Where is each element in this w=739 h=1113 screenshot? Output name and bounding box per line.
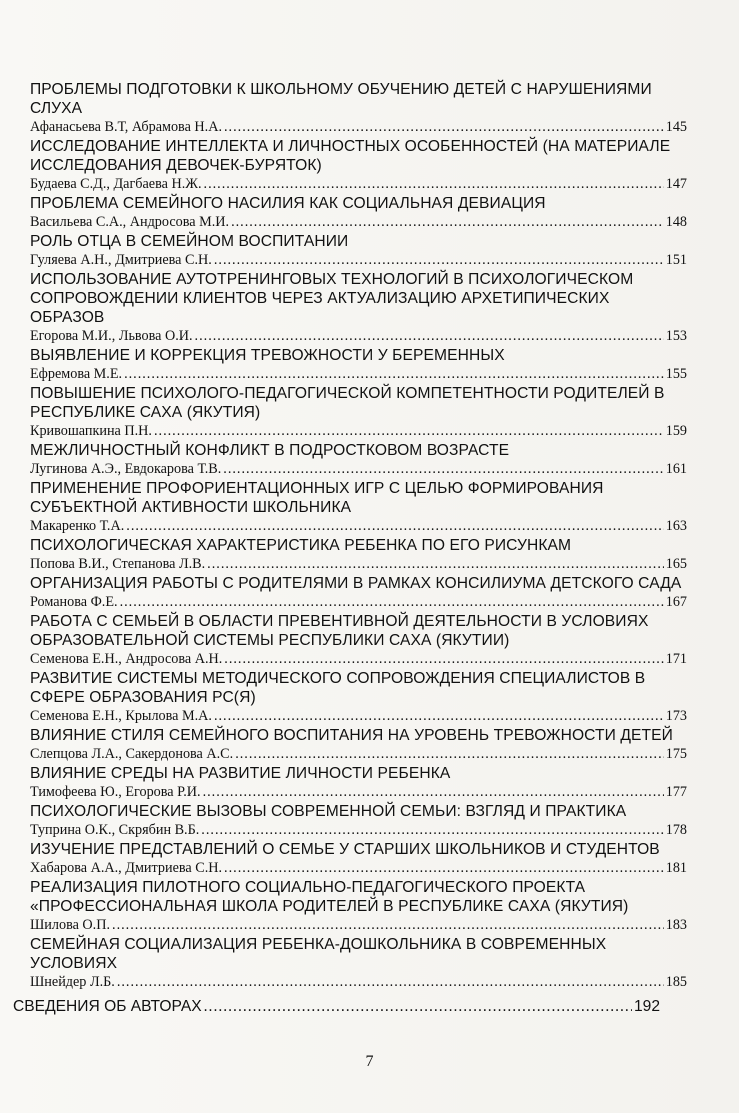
toc-entry <box>30 536 687 574</box>
toc-entry-authors: Семенова Е.Н., Андросова А.Н. <box>30 651 223 667</box>
toc-entry <box>30 574 687 612</box>
toc-entry-page: 155 <box>665 366 687 382</box>
toc-entry-title: ПРОБЛЕМА СЕМЕЙНОГО НАСИЛИЯ КАК СОЦИАЛЬНАЯ ДЕВИАЦИЯ <box>30 195 546 212</box>
dot-leader <box>204 997 632 1016</box>
toc-entry-line <box>30 251 687 270</box>
toc-entry-title: ОРГАНИЗАЦИЯ РАБОТЫ С РОДИТЕЛЯМИ В РАМКАХ КОНСИЛИУМА ДЕТСКОГО САДА <box>30 575 682 592</box>
toc-entry-line <box>30 821 687 840</box>
summary-page: 192 <box>633 998 660 1015</box>
toc-entry-page: 185 <box>665 974 687 990</box>
toc-entry <box>30 935 687 992</box>
toc-entry-page: 178 <box>665 822 687 838</box>
toc-entry-page: 147 <box>665 176 687 192</box>
dot-leader <box>224 859 664 878</box>
dot-leader <box>117 973 664 992</box>
toc-entry-authors: Лугинова А.Э., Евдокарова Т.В. <box>30 461 222 477</box>
toc-entry-page: 151 <box>665 252 687 268</box>
toc-entry-title: ПРОБЛЕМЫ ПОДГОТОВКИ К ШКОЛЬНОМУ ОБУЧЕНИЮ ДЕТЕЙ С НАРУШЕНИЯМИ СЛУХА <box>30 81 652 117</box>
toc-entry-page: 153 <box>665 328 687 344</box>
toc-entry-authors: Шнейдер Л.Б. <box>30 974 115 990</box>
toc-entry-line <box>30 707 687 726</box>
dot-leader <box>235 745 664 764</box>
toc-entry-page: 175 <box>665 746 687 762</box>
dot-leader <box>201 821 663 840</box>
toc-entry-line <box>30 593 687 612</box>
dot-leader <box>231 213 664 232</box>
toc-entry-title: ВЫЯВЛЕНИЕ И КОРРЕКЦИЯ ТРЕВОЖНОСТИ У БЕРЕМЕННЫХ <box>30 347 505 364</box>
dot-leader <box>224 118 664 137</box>
dot-leader <box>224 650 663 669</box>
toc-entry-title: РОЛЬ ОТЦА В СЕМЕЙНОМ ВОСПИТАНИИ <box>30 233 349 250</box>
toc-entry-authors: Егорова М.И., Львова О.И. <box>30 328 193 344</box>
toc-entry-authors: Гуляева А.Н., Дмитриева С.Н. <box>30 252 212 268</box>
toc-entry-authors: Макаренко Т.А. <box>30 518 125 534</box>
toc-entry-title: ПСИХОЛОГИЧЕСКИЕ ВЫЗОВЫ СОВРЕМЕННОЙ СЕМЬИ: ВЗГЛЯД И ПРАКТИКА <box>30 803 627 820</box>
toc-entry-line <box>30 745 687 764</box>
toc-entry-page: 159 <box>665 423 687 439</box>
toc-entry-line <box>30 555 687 574</box>
toc-entry-title: ИССЛЕДОВАНИЕ ИНТЕЛЛЕКТА И ЛИЧНОСТНЫХ ОСОБЕННОСТЕЙ (НА МАТЕРИАЛЕ ИССЛЕДОВАНИЯ ДЕВОЧЕК-БУРЯТОК) <box>30 138 671 174</box>
toc-entry-title: ВЛИЯНИЕ СРЕДЫ НА РАЗВИТИЕ ЛИЧНОСТИ РЕБЕНКА <box>30 765 451 782</box>
dot-leader <box>203 783 664 802</box>
toc-entry-line <box>30 213 687 232</box>
toc-entry <box>30 441 687 479</box>
summary-title: СВЕДЕНИЯ ОБ АВТОРАХ <box>13 998 202 1015</box>
toc-entry-title: ИЗУЧЕНИЕ ПРЕДСТАВЛЕНИЙ О СЕМЬЕ У СТАРШИХ ШКОЛЬНИКОВ И СТУДЕНТОВ <box>30 841 660 858</box>
toc-entry-page: 163 <box>665 518 687 534</box>
toc-entry-page: 177 <box>665 784 687 800</box>
dot-leader <box>204 175 664 194</box>
toc-entry-page: 161 <box>665 461 687 477</box>
dot-leader <box>207 555 664 574</box>
toc-entry-page: 171 <box>665 651 687 667</box>
toc-entry-line <box>30 460 687 479</box>
toc-entry-authors: Туприна О.К., Скрябин В.Б. <box>30 822 200 838</box>
toc-entry-title: МЕЖЛИЧНОСТНЫЙ КОНФЛИКТ В ПОДРОСТКОВОМ ВОЗРАСТЕ <box>30 442 510 459</box>
dot-leader <box>195 327 664 346</box>
toc-entry-authors: Кривошапкина П.Н. <box>30 423 152 439</box>
toc-entry-title: РАБОТА С СЕМЬЕЙ В ОБЛАСТИ ПРЕВЕНТИВНОЙ ДЕЯТЕЛЬНОСТИ В УСЛОВИЯХ ОБРАЗОВАТЕЛЬНОЙ СИСТЕМЫ РЕСПУБЛИКИ САХА (ЯКУТИИ) <box>30 613 649 649</box>
toc-entry-line <box>30 365 687 384</box>
toc-entry-page: 165 <box>665 556 687 572</box>
toc-entry-line <box>30 783 687 802</box>
toc-entry-page: 145 <box>665 119 687 135</box>
toc-entry <box>30 612 687 669</box>
toc-entry-authors: Будаева С.Д., Дагбаева Н.Ж. <box>30 176 202 192</box>
toc-entry-authors: Васильева С.А., Андросова М.И. <box>30 214 230 230</box>
toc-entry-title: ПСИХОЛОГИЧЕСКАЯ ХАРАКТЕРИСТИКА РЕБЕНКА ПО ЕГО РИСУНКАМ <box>30 537 572 554</box>
toc-entry-title: РЕАЛИЗАЦИЯ ПИЛОТНОГО СОЦИАЛЬНО-ПЕДАГОГИЧЕСКОГО ПРОЕКТА «ПРОФЕССИОНАЛЬНАЯ ШКОЛА РОДИТЕЛЕЙ В РЕСПУБЛИКЕ САХА (ЯКУТИЯ) <box>30 879 629 915</box>
dot-leader <box>223 460 663 479</box>
toc-entry-line <box>30 859 687 878</box>
dot-leader <box>214 707 664 726</box>
dot-leader <box>112 916 664 935</box>
toc-entry <box>30 346 687 384</box>
toc-entry <box>30 764 687 802</box>
toc-entry <box>30 270 687 346</box>
toc-entry-line <box>30 175 687 194</box>
toc-entry-page: 167 <box>665 594 687 610</box>
toc-entry-page: 173 <box>665 708 687 724</box>
toc-entry-line <box>30 422 687 441</box>
toc-entry <box>30 669 687 726</box>
toc-entry-page: 148 <box>665 214 687 230</box>
toc-entry-authors: Хабарова А.А., Дмитриева С.Н. <box>30 860 223 876</box>
toc-entry-title: ИСПОЛЬЗОВАНИЕ АУТОТРЕНИНГОВЫХ ТЕХНОЛОГИЙ В ПСИХОЛОГИЧЕСКОМ СОПРОВОЖДЕНИИ КЛИЕНТОВ ЧЕРЕЗ АКТУАЛИЗАЦИЮ АРХЕТИПИЧЕСКИХ ОБРАЗОВ <box>30 271 634 326</box>
toc-entry <box>30 384 687 441</box>
toc-entry-authors: Шилова О.П. <box>30 917 111 933</box>
toc-entry <box>30 802 687 840</box>
toc-entry <box>30 840 687 878</box>
toc-entry-line <box>30 327 687 346</box>
toc-entry-page: 181 <box>665 860 687 876</box>
toc-entry-title: ПОВЫШЕНИЕ ПСИХОЛОГО-ПЕДАГОГИЧЕСКОЙ КОМПЕТЕНТНОСТИ РОДИТЕЛЕЙ В РЕСПУБЛИКЕ САХА (ЯКУТИЯ) <box>30 385 665 421</box>
toc-entry-authors: Тимофеева Ю., Егорова Р.И. <box>30 784 201 800</box>
toc-entry-authors: Ефремова М.Е. <box>30 366 123 382</box>
toc-entry-title: РАЗВИТИЕ СИСТЕМЫ МЕТОДИЧЕСКОГО СОПРОВОЖДЕНИЯ СПЕЦИАЛИСТОВ В СФЕРЕ ОБРАЗОВАНИЯ РС(Я) <box>30 670 646 706</box>
toc-entry-authors: Семенова Е.Н., Крылова М.А. <box>30 708 212 724</box>
toc-entry-authors: Слепцова Л.А., Сакердонова А.С. <box>30 746 234 762</box>
toc-entry-authors: Романова Ф.Е. <box>30 594 118 610</box>
dot-leader <box>126 517 663 536</box>
toc-entry-authors: Афанасьева В.Т, Абрамова Н.А. <box>30 119 222 135</box>
dot-leader <box>124 365 664 384</box>
dot-leader <box>214 251 664 270</box>
dot-leader <box>120 593 664 612</box>
toc-entry-line <box>30 650 687 669</box>
toc-entry-authors: Попова В.И., Степанова Л.В. <box>30 556 206 572</box>
toc-entry <box>30 194 687 232</box>
toc-entry <box>30 479 687 536</box>
toc-entry-title: ПРИМЕНЕНИЕ ПРОФОРИЕНТАЦИОННЫХ ИГР С ЦЕЛЬЮ ФОРМИРОВАНИЯ СУБЪЕКТНОЙ АКТИВНОСТИ ШКОЛЬНИКА <box>30 480 604 516</box>
toc-entry <box>30 726 687 764</box>
toc-entry-line <box>30 517 687 536</box>
toc-entry <box>30 232 687 270</box>
toc-entry-title: ВЛИЯНИЕ СТИЛЯ СЕМЕЙНОГО ВОСПИТАНИЯ НА УРОВЕНЬ ТРЕВОЖНОСТИ ДЕТЕЙ <box>30 727 673 744</box>
page-number: 7 <box>365 1053 374 1070</box>
table-of-contents <box>30 80 687 992</box>
toc-summary-entry <box>13 997 660 1016</box>
toc-entry <box>30 878 687 935</box>
toc-entry-page: 183 <box>665 917 687 933</box>
toc-entry-line <box>30 916 687 935</box>
toc-entry <box>30 137 687 194</box>
toc-entry-line <box>30 973 687 992</box>
toc-entry <box>30 80 687 137</box>
toc-entry-title: СЕМЕЙНАЯ СОЦИАЛИЗАЦИЯ РЕБЕНКА-ДОШКОЛЬНИКА В СОВРЕМЕННЫХ УСЛОВИЯХ <box>30 936 607 972</box>
toc-entry-line <box>30 118 687 137</box>
dot-leader <box>154 422 664 441</box>
